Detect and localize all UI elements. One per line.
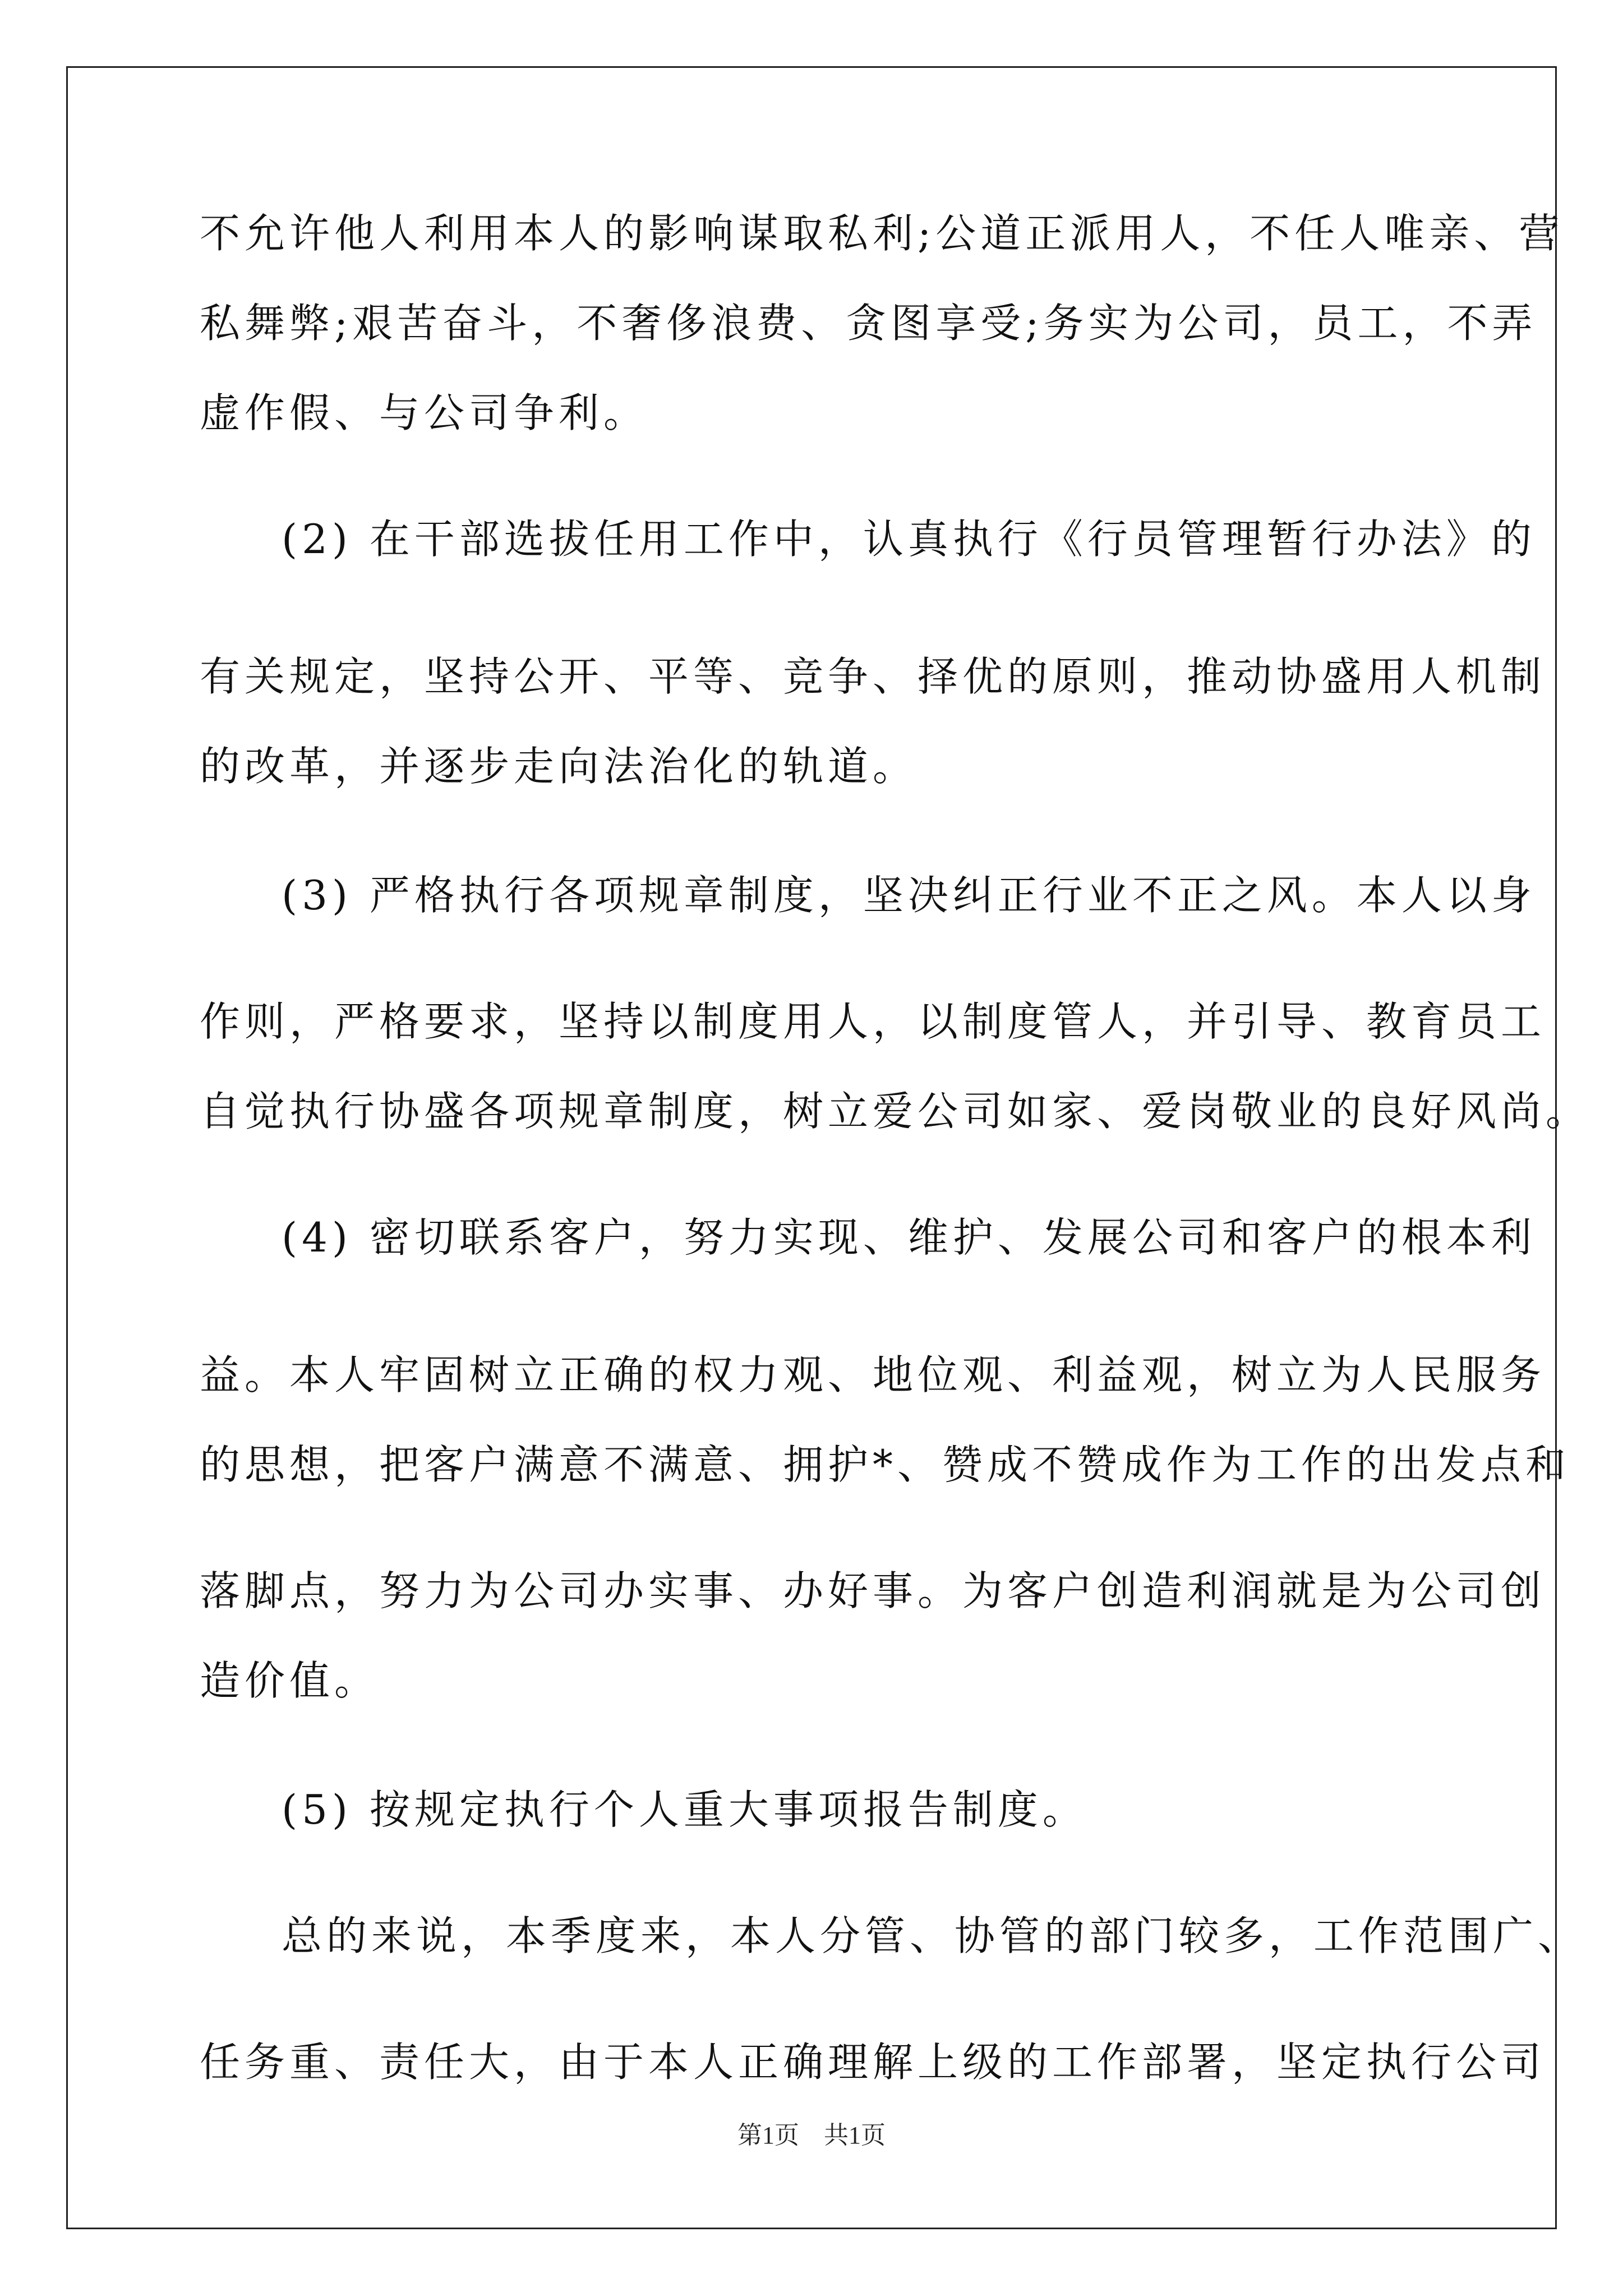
page-footer: 第1页 共1页 — [737, 2122, 886, 2149]
text-line-3: 虚作假、与公司争利。 — [200, 389, 649, 436]
text-line-15: (5) 按规定执行个人重大事项报告制度。 — [282, 1786, 1087, 1833]
text-line-6: 的改革，并逐步走向法治化的轨道。 — [200, 743, 918, 790]
text-line-11: 益。本人牢固树立正确的权力观、地位观、利益观，树立为人民服务 — [200, 1351, 1546, 1398]
text-line-13: 落脚点，努力为公司办实事、办好事。为客户创造利润就是为公司创 — [200, 1567, 1546, 1614]
text-line-1: 不允许他人利用本人的影响谋取私利;公道正派用人，不任人唯亲、营 — [200, 210, 1564, 257]
text-line-4: (2) 在干部选拔任用工作中，认真执行《行员管理暂行办法》的 — [282, 516, 1536, 563]
text-line-14: 造价值。 — [200, 1657, 380, 1704]
text-line-12: 的思想，把客户满意不满意、拥护*、赞成不赞成作为工作的出发点和 — [200, 1441, 1571, 1488]
text-line-2: 私舞弊;艰苦奋斗，不奢侈浪费、贪图享受;务实为公司，员工，不弄 — [200, 300, 1537, 347]
text-line-5: 有关规定，坚持公开、平等、竞争、择优的原则，推动协盛用人机制 — [200, 653, 1546, 700]
text-line-16: 总的来说，本季度来，本人分管、协管的部门较多，工作范围广、 — [282, 1912, 1583, 1959]
text-line-7: (3) 严格执行各项规章制度，坚决纠正行业不正之风。本人以身 — [282, 872, 1536, 919]
text-line-8: 作则，严格要求，坚持以制度用人，以制度管人，并引导、教育员工 — [200, 998, 1546, 1045]
text-line-9: 自觉执行协盛各项规章制度，树立爱公司如家、爱岗敬业的良好风尚。 — [200, 1088, 1591, 1135]
text-line-17: 任务重、责任大，由于本人正确理解上级的工作部署，坚定执行公司 — [200, 2039, 1546, 2086]
text-line-10: (4) 密切联系客户，努力实现、维护、发展公司和客户的根本利 — [282, 1214, 1536, 1261]
